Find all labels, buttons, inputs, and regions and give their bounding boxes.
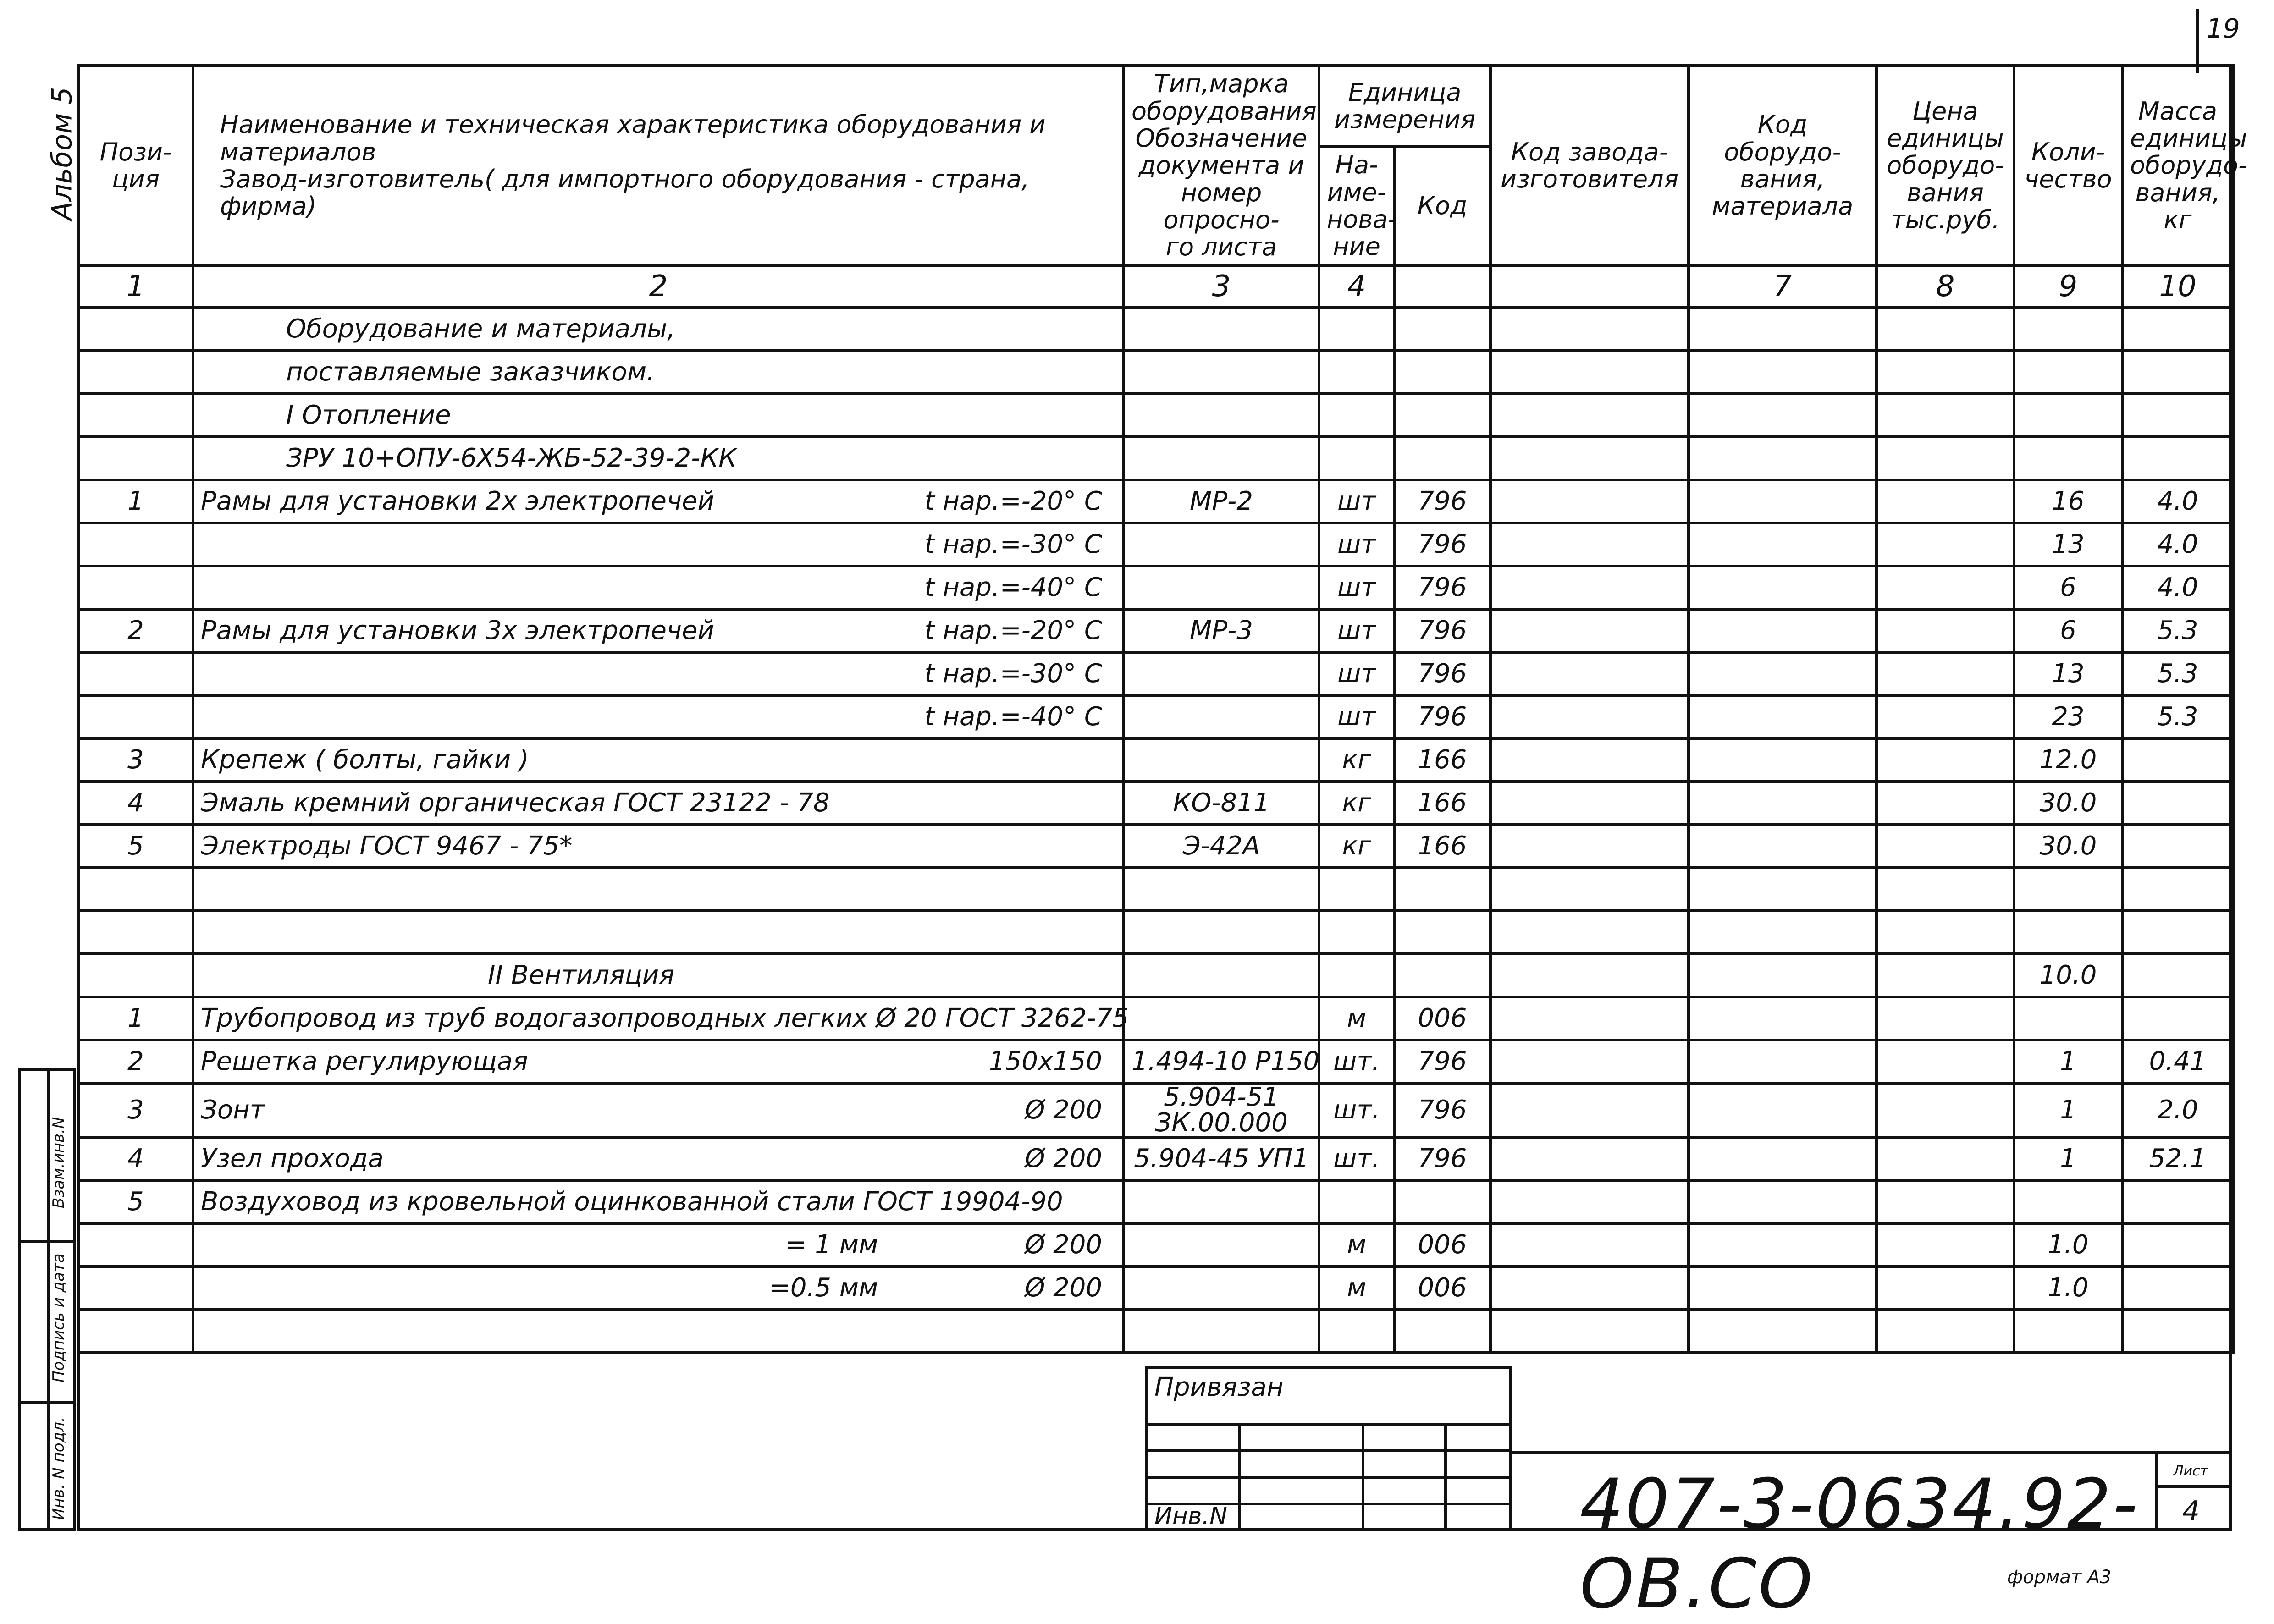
row-unit: шт. [1319,1137,1394,1180]
row-note-text: Ø 200 [1025,1095,1102,1125]
row-position: 1 [78,997,193,1040]
row-unit: кг [1319,782,1394,825]
row-unit: шт [1319,523,1394,566]
row-unit-code: 796 [1394,1083,1490,1137]
row-quantity: 12.0 [2014,738,2122,782]
row-quantity: 13 [2014,523,2122,566]
header-equipment-code: Код оборудо- вания, материала [1689,66,1877,265]
row-unit: шт [1319,566,1394,609]
row-position: 3 [78,1083,193,1137]
row-unit: шт [1319,652,1394,695]
header-position: Пози- ция [78,66,193,265]
stamp-line-1 [1148,1423,1509,1426]
row-thickness: =0.5 мм [768,1273,878,1303]
header-factory-code: Код завода- изготовителя [1490,66,1689,265]
row-note-text: t нар.=-40° С [924,702,1102,732]
row-unit: шт. [1319,1083,1394,1137]
row-unit: м [1319,1223,1394,1266]
row-position: 1 [78,480,193,523]
row-type: 5.904-51 ЗК.00.000 [1124,1083,1319,1137]
row-unit-code: 796 [1394,609,1490,652]
row-name: Оборудование и материалы, [193,308,1124,351]
row-quantity: 16 [2014,480,2122,523]
row-quantity: 1 [2014,1083,2122,1137]
row-mass: 5.3 [2122,695,2233,738]
row-note-text: t нар.=-20° С [924,616,1102,645]
row-unit: м [1319,1266,1394,1310]
row-type: МР-3 [1124,609,1319,652]
stamp-vline-1 [1238,1423,1241,1531]
row-unit-code: 796 [1394,566,1490,609]
row-note-text: Ø 200 [1025,1230,1102,1260]
row-mass: 5.3 [2122,652,2233,695]
row-type: 1.494-10 Р150 [1124,1040,1319,1083]
row-name: II Вентиляция [193,954,1124,997]
row-unit-code: 006 [1394,1266,1490,1310]
row-quantity: 6 [2014,566,2122,609]
row-name: Крепеж ( болты, гайки ) [193,738,1124,782]
row-quantity: 1.0 [2014,1223,2122,1266]
row-unit: кг [1319,738,1394,782]
column-number-7: 7 [1689,265,1877,308]
row-mass: 0.41 [2122,1040,2233,1083]
side-label-vzam: Взам.инв.N [50,1117,68,1208]
row-name-text: Узел прохода [201,1144,384,1173]
header-unit-name: На- име- нова- ние [1319,146,1394,265]
row-unit: шт [1319,480,1394,523]
header-quantity: Коли- чество [2014,66,2122,265]
side-label-podpis: Подпись и дата [50,1253,68,1382]
row-type: МР-2 [1124,480,1319,523]
row-unit: шт [1319,695,1394,738]
row-quantity: 30.0 [2014,782,2122,825]
stamp-line-3 [1148,1476,1509,1479]
row-quantity: 1 [2014,1040,2122,1083]
row-thickness: = 1 мм [785,1230,878,1260]
row-quantity: 30.0 [2014,825,2122,868]
row-unit: шт. [1319,1040,1394,1083]
row-name-text: Решетка регулирующая [201,1046,528,1076]
sheet-label: Лист [2173,1463,2208,1479]
row-name-text: Зонт [201,1095,265,1125]
row-type: Э-42А [1124,825,1319,868]
side-label-inv-podl: Инв. N подл. [50,1417,68,1520]
row-unit-code: 796 [1394,1137,1490,1180]
row-unit-code: 796 [1394,523,1490,566]
row-quantity: 10.0 [2014,954,2122,997]
attachment-stamp [1145,1366,1512,1531]
row-note-text: t нар.=-20° С [924,486,1102,516]
row-mass: 4.0 [2122,566,2233,609]
row-type: 5.904-45 УП1 [1124,1137,1319,1180]
row-unit-code: 166 [1394,825,1490,868]
column-number-4: 4 [1319,265,1394,308]
row-note-text: 150х150 [989,1046,1102,1076]
row-position: 2 [78,609,193,652]
row-name: ЗРУ 10+ОПУ-6Х54-ЖБ-52-39-2-КК [193,437,1124,480]
stamp-vline-3 [1444,1423,1447,1531]
column-number-2: 2 [193,265,1124,308]
page-number: 19 [2206,13,2240,44]
row-unit-code: 796 [1394,1040,1490,1083]
row-quantity: 1.0 [2014,1266,2122,1310]
row-note-text: t нар.=-30° С [924,529,1102,559]
row-unit: м [1319,997,1394,1040]
row-note-text: t нар.=-40° С [924,573,1102,602]
row-unit: шт [1319,609,1394,652]
row-name: Воздуховод из кровельной оцинкованной стали ГОСТ 19904-90 [193,1180,1124,1223]
header-type: Тип,марка оборудования Обозначение документа и номер опросно- го листа [1124,66,1319,265]
row-name: Эмаль кремний органическая ГОСТ 23122 - 78 [193,782,1124,825]
row-mass: 2.0 [2122,1083,2233,1137]
row-mass: 4.0 [2122,523,2233,566]
header-mass: Масса единицы оборудо- вания, кг [2122,66,2233,265]
row-note-text: t нар.=-30° С [924,659,1102,688]
sheet-frame [77,64,2232,1531]
row-note-text: Ø 200 [1025,1144,1102,1173]
stamp-line-2 [1148,1449,1509,1452]
stamp-privyazan: Привязан [1154,1372,1284,1402]
format-label: формат А3 [2007,1567,2112,1588]
row-unit-code: 166 [1394,782,1490,825]
row-quantity: 6 [2014,609,2122,652]
row-name: I Отопление [193,394,1124,437]
row-quantity: 23 [2014,695,2122,738]
row-position: 5 [78,825,193,868]
column-number-8: 8 [1877,265,2014,308]
header-name-text: Наименование и техническая характеристика оборудования и материалов Завод-изготовитель( для импортного оборудования - страна, фирма) [220,110,1046,221]
row-position: 4 [78,1137,193,1180]
title-block-top-line [1512,1451,2232,1454]
row-position: 5 [78,1180,193,1223]
row-unit: кг [1319,825,1394,868]
row-mass: 5.3 [2122,609,2233,652]
row-unit-code: 166 [1394,738,1490,782]
row-unit-code: 796 [1394,480,1490,523]
column-number-3: 3 [1124,265,1319,308]
row-position: 3 [78,738,193,782]
row-note-text: Ø 200 [1025,1273,1102,1303]
row-name-text: Рамы для установки 2х электропечей [201,486,714,516]
row-unit-code: 006 [1394,997,1490,1040]
side-stamp [18,1068,76,1531]
album-label: Альбом 5 [46,87,78,220]
sheet-number: 4 [2182,1495,2200,1527]
row-mass: 4.0 [2122,480,2233,523]
column-number-10: 10 [2122,265,2233,308]
row-type: КО-811 [1124,782,1319,825]
row-unit-code: 796 [1394,652,1490,695]
row-name: Трубопровод из труб водогазопроводных легких Ø 20 ГОСТ 3262-75 [193,997,1124,1040]
column-number-9: 9 [2014,265,2122,308]
row-name: поставляемые заказчиком. [193,351,1124,394]
header-unit-group: Единица измерения [1319,66,1490,146]
column-number-1: 1 [78,265,193,308]
row-position: 2 [78,1040,193,1083]
stamp-vline-2 [1362,1423,1364,1531]
document-code: 407-3-0634.92-ОВ.СО [1580,1464,2140,1624]
header-price: Цена единицы оборудо- вания тыс.руб. [1877,66,2014,265]
row-name: Электроды ГОСТ 9467 - 75* [193,825,1124,868]
page-number-rule [2196,9,2199,73]
row-name-text: Рамы для установки 3х электропечей [201,616,714,645]
stamp-inv: Инв.N [1154,1503,1227,1530]
row-quantity: 1 [2014,1137,2122,1180]
row-unit-code: 796 [1394,695,1490,738]
header-unit-code: Код [1394,146,1490,265]
row-quantity: 13 [2014,652,2122,695]
row-unit-code: 006 [1394,1223,1490,1266]
row-mass: 52.1 [2122,1137,2233,1180]
row-position: 4 [78,782,193,825]
